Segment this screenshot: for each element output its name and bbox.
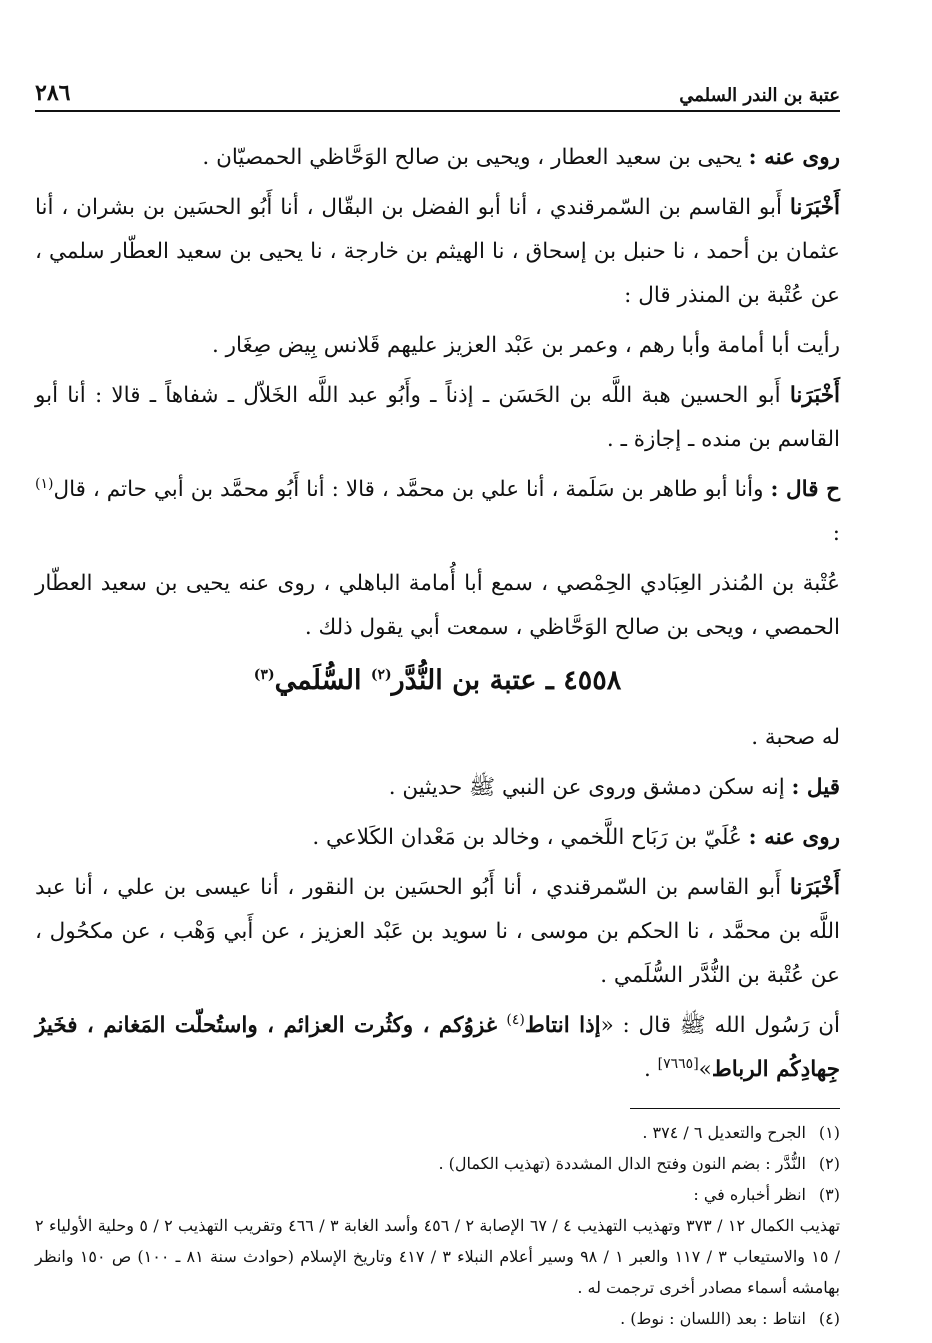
paragraph: [35, 374, 840, 462]
paragraph-text: وأنا أبو طاهر بن سَلَمة ، أنا علي بن محمَّد ، قالا : أنا أَبُو محمَّد بن أبي حاتم ، قال: [53, 477, 771, 502]
paragraph-text: يحيى بن سعيد العطار ، ويحيى بن صالح الوَحَّاظي الحمصيّان .: [202, 145, 749, 170]
footnote-ref: (٢): [370, 667, 392, 683]
lead-term: روى عنه :: [748, 825, 840, 850]
footnote-text: النُّدَّر : بضم النون وفتح الدال المشددة (تهذيب الكمال) .: [438, 1154, 806, 1173]
footnote: [35, 1179, 840, 1210]
footnote-ref: (١): [35, 475, 54, 492]
paragraph: [35, 816, 840, 860]
lead-term: أَخْبَرَنا: [789, 195, 840, 220]
footnote-divider: [630, 1108, 840, 1109]
main-text: [35, 136, 840, 1092]
entry-title-text: السُّلَمي: [274, 665, 371, 696]
footnote-text: تهذيب الكمال ١٢ / ٣٧٣ وتهذيب التهذيب ٤ / ٦٧ الإصابة ٢ / ٤٥٦ وأسد الغابة ٣ / ٤٦٦ وتقريب التهذيب ٢ / ٥ وحلية الأولياء ٢ / ١٥ والاستيعاب ٣ / ١١٧ والعبر ١ / ٩٨ وسير أعلام النبلاء ٣ / ٤١٧ وتاريخ الإسلام (حوادث سنة ٨١ ـ ١٠٠) ص ١٥٠ وانظر بهامشه أسماء مصادر أخرى ترجمت له .: [35, 1216, 841, 1297]
page-header: [35, 60, 840, 112]
page-number: ٢٨٦: [35, 80, 71, 106]
paragraph-text: .: [643, 1057, 658, 1082]
paragraph-text: إنه سكن دمشق وروى عن النبي ﷺ حديثين .: [388, 775, 792, 800]
footnote-ref: (٣): [253, 667, 275, 683]
hadith-number: [٧٦٦٥]: [657, 1055, 699, 1072]
footnote-continuation: [35, 1210, 840, 1303]
entry-title-text: ٤٥٥٨ ـ عتبة بن النُّدَّر: [391, 665, 622, 696]
footnote-text: انتاط : بعد (اللسان : نوط) .: [620, 1309, 806, 1328]
paragraph: [35, 866, 840, 998]
hadith-quote: إذا انتاط: [524, 1013, 601, 1038]
footnote: [35, 1303, 840, 1334]
paragraph: [35, 562, 840, 650]
footnote-text: الجرح والتعديل ٦ / ٣٧٤ .: [642, 1123, 806, 1142]
paragraph-text: رأيت أبا أمامة وأبا رهم ، وعمر بن عَبْد العزيز عليهم قَلانس بِيض صِغَار .: [211, 333, 840, 358]
paragraph-text: أَبو الحسين هبة اللَّه بن الحَسَن ـ إذناً ـ وأَبُو عبد اللَّه الخَلاّل ـ شفاهاً ـ قالا : أنا أبو القاسم بن منده ـ إجازة ـ .: [35, 383, 840, 452]
hadith-quote: غزوُكم ، وكثُرت العزائم ، واستُحلّت المَغانم ، فخَيرُ جِهادِكُم الرباط: [35, 1013, 840, 1082]
footnote-number: (٣): [818, 1185, 840, 1204]
paragraph: [35, 324, 840, 368]
lead-term: قيل :: [791, 775, 840, 800]
paragraph: [35, 136, 840, 180]
lead-term: أَخْبَرَنا: [789, 383, 840, 408]
paragraph-text: عُلَيّ بن رَبَاح اللَّخمي ، وخالد بن مَعْدان الكَلاعي .: [312, 825, 749, 850]
footnote: [35, 1148, 840, 1179]
paragraph-text: عُتْبة بن المُنذر العِبَادي الحِمْصي ، سمع أبا أُمامة الباهلي ، روى عنه يحيى بن سعيد العطّار الحمصي ، ويحى بن صالح الوَحَّاظي ، سمعت أبي يقول ذلك .: [35, 571, 840, 640]
footnote-text: انظر أخباره في :: [693, 1185, 806, 1204]
paragraph-text: »: [698, 1057, 712, 1082]
paragraph: [35, 186, 840, 318]
entry-title: [35, 656, 840, 706]
footnote: [35, 1117, 840, 1148]
footnotes: [35, 1117, 840, 1334]
running-title: عتبة بن الندر السلمي: [679, 85, 840, 106]
lead-term: ح قال :: [770, 477, 840, 502]
footnote-number: (٤): [818, 1309, 840, 1328]
hadith-paragraph: [35, 1004, 840, 1092]
paragraph-text: :: [832, 521, 840, 546]
paragraph-text: أن رَسُول الله ﷺ قال : «: [600, 1013, 841, 1038]
paragraph: [35, 716, 840, 760]
page: [35, 60, 840, 1334]
footnote-number: (٢): [818, 1154, 840, 1173]
lead-term: أَخْبَرَنا: [789, 875, 840, 900]
paragraph-text: أَبو القاسم بن السّمرقندي ، أنا أبو الفضل بن البقّال ، أنا أَبُو الحسَين بن بشران ، أنا عثمان بن أحمد ، نا حنبل بن إسحاق ، نا الهيثم بن خارجة ، نا يحيى بن سعيد العطّار سلمي ، عن عُتْبة بن المنذر قال :: [35, 195, 840, 308]
paragraph-text: له صحبة .: [751, 725, 840, 750]
footnote-ref: (٤): [506, 1011, 525, 1028]
lead-term: روى عنه :: [748, 145, 840, 170]
paragraph-text: أَبو القاسم بن السّمرقندي ، أنا أَبُو الحسَين بن النقور ، أنا عيسى بن علي ، أنا عبد اللَّه بن محمَّد ، نا الحكم بن موسى ، نا سويد بن عَبْد العزيز ، عن أَبي وَهْب ، عن مكحُول ، عن عُتْبة بن النُّدَّر السُّلَمي .: [35, 875, 840, 988]
paragraph: [35, 468, 840, 556]
paragraph: [35, 766, 840, 810]
footnote-number: (١): [818, 1123, 840, 1142]
